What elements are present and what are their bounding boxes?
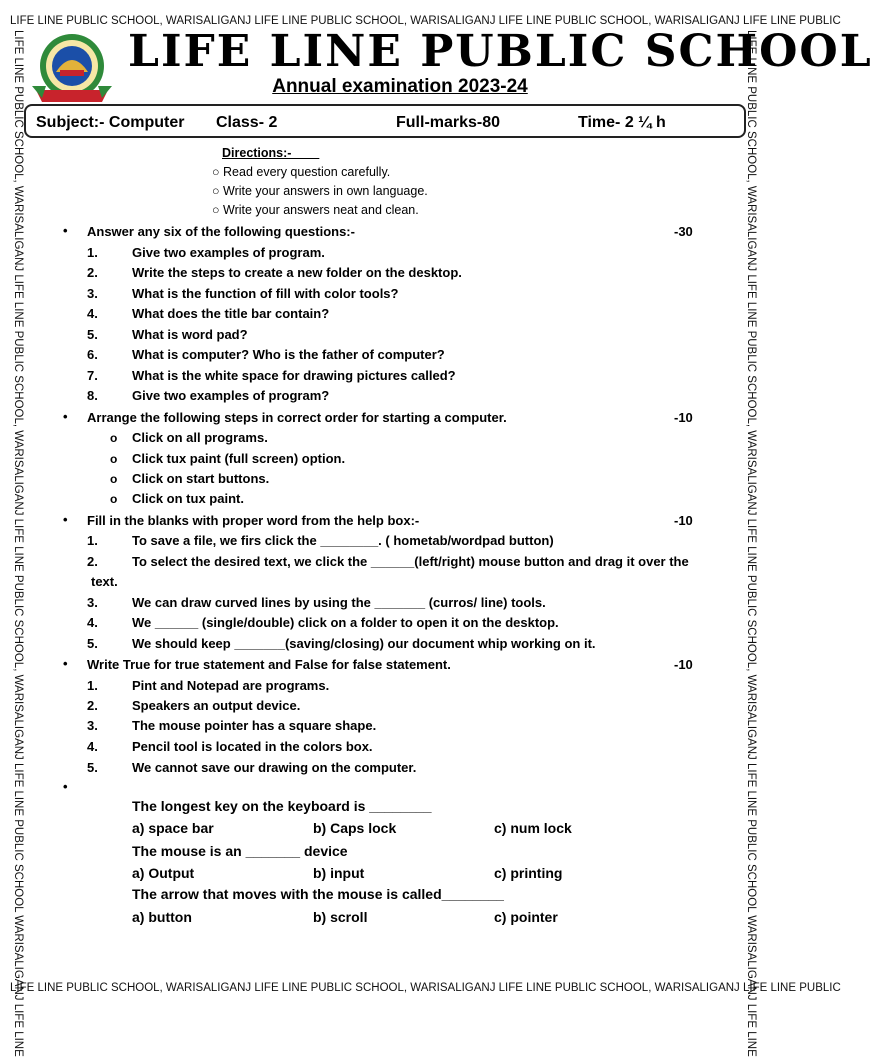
question-number: 2. <box>87 265 98 280</box>
question-text: Write the steps to create a new folder on the desktop. <box>132 265 462 280</box>
question-number: 4. <box>87 306 98 321</box>
sub-bullet: o <box>110 452 118 466</box>
question-number: 4. <box>87 615 98 630</box>
sub-bullet: o <box>110 492 118 506</box>
border-text-top: LIFE LINE PUBLIC SCHOOL, WARISALIGANJ LIFE LINE PUBLIC SCHOOL, WARISALIGANJ LIFE LINE PUBLIC SCHOOL, WARISALIGANJ LIFE LINE PUBLIC <box>10 15 841 27</box>
section1-marks: -30 <box>674 224 693 239</box>
question-number: 7. <box>87 368 98 383</box>
question-text: We cannot save our drawing on the computer. <box>132 760 417 775</box>
border-text-bottom: LIFE LINE PUBLIC SCHOOL, WARISALIGANJ LIFE LINE PUBLIC SCHOOL, WARISALIGANJ LIFE LINE PUBLIC SCHOOL, WARISALIGANJ LIFE LINE PUBLIC <box>10 982 841 994</box>
question-number: 4. <box>87 739 98 754</box>
mcq-option: a) space bar <box>132 820 214 836</box>
step-text: Click on all programs. <box>132 430 268 445</box>
direction-item: ○ Write your answers neat and clean. <box>212 203 419 217</box>
mcq-option: b) scroll <box>313 909 368 925</box>
section3-heading: Fill in the blanks with proper word from the help box:- <box>87 513 420 528</box>
question-text: Give two examples of program? <box>132 388 330 403</box>
question-text: What does the title bar contain? <box>132 306 330 321</box>
mcq-question: The longest key on the keyboard is ________ <box>132 798 432 814</box>
mcq-option: c) printing <box>494 865 563 881</box>
step-text: Click on tux paint. <box>132 491 244 506</box>
question-number: 2. <box>87 554 98 569</box>
question-text: To save a file, we firs click the ________. ( hometab/wordpad button) <box>132 533 554 548</box>
question-text: The mouse pointer has a square shape. <box>132 718 377 733</box>
question-number: 1. <box>87 245 98 260</box>
time-label: Time- 2 ¼ h <box>578 114 666 131</box>
question-text: Pint and Notepad are programs. <box>132 678 330 693</box>
question-text: What is word pad? <box>132 327 248 342</box>
question-text: What is the function of fill with color tools? <box>132 286 399 301</box>
section-bullet: • <box>63 223 68 238</box>
question-text: We ______ (single/double) click on a folder to open it on the desktop. <box>132 615 559 630</box>
section-bullet: • <box>63 656 68 671</box>
question-text: Give two examples of program. <box>132 245 325 260</box>
question-text: Speakers an output device. <box>132 698 301 713</box>
section-bullet: • <box>63 779 68 794</box>
direction-item: ○ Write your answers in own language. <box>212 184 428 198</box>
question-number: 5. <box>87 327 98 342</box>
question-number: 1. <box>87 533 98 548</box>
question-text: To select the desired text, we click the ______(left/right) mouse button and drag it over the <box>132 554 689 569</box>
section2-heading: Arrange the following steps in correct order for starting a computer. <box>87 410 507 425</box>
mcq-question: The arrow that moves with the mouse is called________ <box>132 886 504 902</box>
section4-heading: Write True for true statement and False for false statement. <box>87 657 451 672</box>
question-number: 3. <box>87 718 98 733</box>
mcq-option: a) Output <box>132 865 195 881</box>
question-number: 5. <box>87 636 98 651</box>
border-text-right: LIFE LINE PUBLIC SCHOOL, WARISALIGANJ LIFE LINE PUBLIC SCHOOL, WARISALIGANJ LIFE LINE PUBLIC SCHOOL, WARISALIGANJ LIFE LINE PUBLIC SCHOOL WARISALIGANJ LIFE LINE <box>745 30 757 1057</box>
subject-info-box <box>24 104 746 138</box>
question-text: We can draw curved lines by using the _______ (curros/ line) tools. <box>132 595 546 610</box>
mcq-question: The mouse is an _______ device <box>132 843 348 859</box>
question-text-continued: text. <box>91 574 118 589</box>
step-text: Click tux paint (full screen) option. <box>132 451 346 466</box>
section1-heading: Answer any six of the following questions:- <box>87 224 355 239</box>
exam-title: Annual examination 2023-24 <box>272 76 528 97</box>
mcq-option: a) button <box>132 909 192 925</box>
section2-marks: -10 <box>674 410 693 425</box>
question-number: 6. <box>87 347 98 362</box>
mcq-option: b) Caps lock <box>313 820 397 836</box>
mcq-option: c) num lock <box>494 820 572 836</box>
mcq-option: b) input <box>313 865 365 881</box>
section3-marks: -10 <box>674 513 693 528</box>
question-number: 8. <box>87 388 98 403</box>
sub-bullet: o <box>110 472 118 486</box>
question-number: 5. <box>87 760 98 775</box>
border-text-left: LIFE LINE PUBLIC SCHOOL, WARISALIGANJ LIFE LINE PUBLIC SCHOOL, WARISALIGANJ LIFE LINE PUBLIC SCHOOL, WARISALIGANJ LIFE LINE PUBLIC SCHOOL WARISALIGANJ LIFE LINE <box>12 30 24 1057</box>
subject-label: Subject:- Computer <box>36 114 185 131</box>
question-number: 3. <box>87 595 98 610</box>
full-marks-label: Full-marks-80 <box>396 114 501 131</box>
section-bullet: • <box>63 512 68 527</box>
sub-bullet: o <box>110 431 118 445</box>
section-bullet: • <box>63 409 68 424</box>
question-number: 1. <box>87 678 98 693</box>
class-label: Class- 2 <box>216 114 278 131</box>
school-name: LIFE LINE PUBLIC SCHOOL <box>128 26 873 77</box>
question-text: What is computer? Who is the father of computer? <box>132 347 445 362</box>
question-number: 3. <box>87 286 98 301</box>
direction-item: ○ Read every question carefully. <box>212 165 391 179</box>
question-text: Pencil tool is located in the colors box. <box>132 739 373 754</box>
mcq-option: c) pointer <box>494 909 558 925</box>
directions-title: Directions:-____ <box>222 146 320 160</box>
question-text: What is the white space for drawing pictures called? <box>132 368 456 383</box>
section4-marks: -10 <box>674 657 693 672</box>
question-text: We should keep _______(saving/closing) our document whip working on it. <box>132 636 596 651</box>
step-text: Click on start buttons. <box>132 471 270 486</box>
question-number: 2. <box>87 698 98 713</box>
